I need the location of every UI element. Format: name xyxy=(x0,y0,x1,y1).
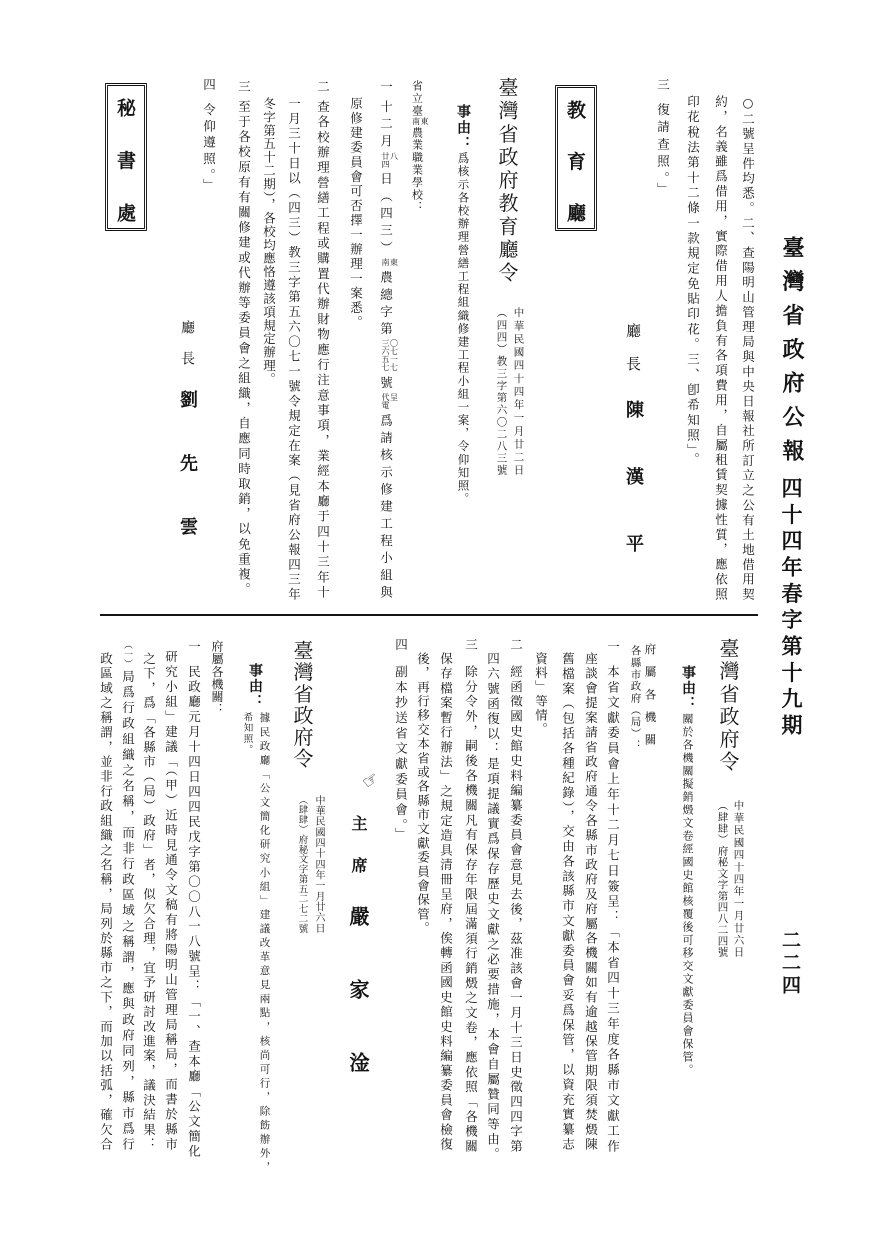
subject-label: 事由： xyxy=(680,665,696,710)
variant-right: 東 xyxy=(420,117,429,126)
order-doc-number: （肆肆）府秘文字第四八二四號 xyxy=(716,800,729,957)
order-title: 臺灣省政府教育廳令 xyxy=(495,77,519,282)
section-label-box-education xyxy=(555,85,597,231)
tier-divider xyxy=(100,614,758,616)
order1-item-2-line-2: 四六號函復以：是項提議實爲保存歷史文獻之必要措施，本會自屬贊同等由。 xyxy=(485,652,501,1160)
item-marker: 一 xyxy=(605,640,621,653)
sub-item-marker: （一） xyxy=(122,640,132,668)
preceding-order-line-3: 印花稅法第十二條一款規定免貼印花。三、卽希知照」。 xyxy=(685,95,701,465)
order1-item-1-line-4: 資料」等情。 xyxy=(533,652,549,735)
order-doc-number: （四四）教三字第六〇二八三號 xyxy=(495,307,508,475)
order1-item-1-line-2: 座談會提案請省政府通令各縣市政府及府屬各機關如有逾越保管期限須焚燬陳 xyxy=(583,652,599,1150)
variant-right: 呈 xyxy=(389,393,399,402)
text-segment: 農總字第 xyxy=(378,266,394,340)
variant-right: 東 xyxy=(389,258,399,266)
item-marker: 一 xyxy=(186,640,202,653)
text-segment: 日（四三） xyxy=(378,167,394,258)
variant-left: 廿四 xyxy=(381,151,390,168)
order-subject: 關於各機關擬銷燬文卷經國史館核覆後可移交文獻委員會保管。 xyxy=(681,713,694,1075)
pointing-hand-icon xyxy=(359,769,383,793)
variant-right: 八 xyxy=(389,151,399,160)
variant-left: 三六五七 xyxy=(381,339,390,372)
signature-name: 陳漢平 xyxy=(623,400,644,552)
item-marker: 三 xyxy=(463,638,479,651)
order2-item-1-line-1: 民政廳元月十四日四四民戊字第〇〇八一八號呈：「一、查本廳「公文簡化 xyxy=(186,665,202,1157)
preceding-order-final-item: 復請查照。」 xyxy=(655,103,671,195)
order2-item-1-line-3: 之下，爲「各縣市（局）政府」者，似欠合理，宜予研討改進案，議決結果： xyxy=(141,652,157,1150)
interlinear-variant xyxy=(381,339,398,371)
section-label-box-secretariat xyxy=(105,83,147,231)
order1-item-3-line-2: 保存檔案暫行辦法」之規定造具清冊呈府，俟轉函國史館史料編纂委員會檢復 xyxy=(438,652,454,1150)
order-addressee xyxy=(411,80,428,212)
order-addressee-1: 府屬各機關 xyxy=(643,643,658,745)
edu-item-1-line-2: 原修建委員會可否擇一辦理一案悉。 xyxy=(348,97,364,328)
text-segment: 號 xyxy=(378,371,394,394)
signature-name: 嚴家淦 xyxy=(346,906,370,1072)
edu-item-3-line-1: 至于各校原有有關修建或代辦等委員會之組織，自應同時取銷，以免重複。 xyxy=(236,100,252,595)
interlinear-variant xyxy=(381,152,398,168)
section-label: 教育廳 xyxy=(564,100,586,222)
order-title: 臺灣省政府令 xyxy=(290,640,314,768)
item-marker: 一 xyxy=(378,80,394,93)
item-marker: 三 xyxy=(655,78,671,91)
variant-left: 代電 xyxy=(381,393,390,410)
order1-item-3-line-3: 後，再行移交本省或各縣市文獻委員會保管。 xyxy=(415,652,431,934)
variant-left: 南 xyxy=(381,258,390,266)
edu-item-2-line-1: 查各校辦理營繕工程或購置代辦財物應行注意事項，業經本廳于四十三年十 xyxy=(315,100,331,598)
edu-item-1-line-1 xyxy=(379,100,398,598)
order-addressee: 府屬各機關： xyxy=(210,640,224,715)
preceding-order-line-2: 約，名義雖爲借用，實際借用人擔負有各項費用，自屬租賃契據性質，應依照 xyxy=(713,95,729,600)
interlinear-variant xyxy=(381,258,398,266)
item-marker: 三 xyxy=(236,80,252,93)
order1-item-3-line-1: 除分令外，嗣後各機關凡有保存年限屆滿須行銷燬之文卷，應依照「各機關 xyxy=(463,665,479,1152)
issue-number: 四十四年春字第十九期 xyxy=(779,477,804,735)
interlinear-variant xyxy=(381,393,398,409)
order1-item-1-line-3: 舊檔案（包括各種紀錄），交由各該縣市文獻委員會妥爲保管，以資充實纂志 xyxy=(560,652,576,1150)
variant-right: 〇七一七 xyxy=(389,339,399,372)
item-marker: 二 xyxy=(315,80,331,93)
publication-title: 臺灣省政府公報 xyxy=(779,236,805,461)
signature-title: 主席 xyxy=(349,815,368,873)
order1-item-2-line-1: 經函徵國史館史料編纂委員會意見去後，茲准該會一月十三日史徵四四字第 xyxy=(508,665,524,1152)
signature-title: 廳長 xyxy=(624,323,642,371)
order-subject: 爲核示各校辦理營繕工程組織修建工程小組一案，令仰知照。 xyxy=(456,152,471,504)
subject-label: 事由： xyxy=(247,663,263,708)
order-date: 中華民國四十四年一月廿六日 xyxy=(313,795,324,933)
order-doc-number: （肆肆）府秘文字第五二七二號 xyxy=(296,795,308,933)
signature-name: 劉先雲 xyxy=(177,390,198,535)
order-date: 中華民國四十四年一月廿六日 xyxy=(732,800,745,957)
section-label: 秘書處 xyxy=(114,98,136,222)
variant-left: 南 xyxy=(411,117,421,126)
edu-item-4-line-1: 令仰遵照。」 xyxy=(201,103,217,191)
preceding-order-line-1: ○二號呈件均悉。二、查陽明山管理局與中央日報社所訂立之公有土地借用契 xyxy=(740,95,756,600)
subject-label: 事由： xyxy=(455,104,471,150)
order2-subitem-1-line-2: 政區域之稱謂，並非行政組織之名稱，局列於縣市之下，而加以括弧，確欠合 xyxy=(98,652,114,1150)
order-addressee-2: 各縣市政府（局）： xyxy=(629,645,642,750)
order2-subitem-1-line-1: 局爲行政組織之名稱，而非行政區域之稱謂，應與政府同列，縣市爲行 xyxy=(120,670,136,1150)
order-subject: 據民政廳「公文簡化研究小組」建議改革意見兩點，核尚可行，除飭辦外， xyxy=(258,712,271,1172)
item-marker: 四 xyxy=(393,638,409,651)
order1-item-4-line-1: 副本抄送省文獻委員會。」 xyxy=(393,665,409,840)
item-marker: 二 xyxy=(508,638,524,651)
item-marker: 四 xyxy=(201,78,217,91)
order1-item-1-line-1: 本省文獻委員會上年十二月七日簽呈：「本省四十三年度各縣市文獻工作 xyxy=(605,665,621,1152)
page-number: 二二四 xyxy=(779,930,801,994)
addressee-suffix: 農業職業學校： xyxy=(410,125,424,213)
order-date: 中華民國四十四年一月廿二日 xyxy=(512,307,525,475)
edu-item-2-line-2: 一月三十日以（四三）教三字第五六〇七一號令規定在案（見省府公報四三年 xyxy=(286,97,302,600)
order-subject-tail: 希知照。 xyxy=(241,712,253,754)
order2-item-1-line-2: 研究小組」建議「（甲）近時見通令文稿有將陽明山管理局稱局，而書於縣市 xyxy=(163,650,179,1150)
signature-title: 廳長 xyxy=(179,320,195,365)
order-title: 臺灣省政府令 xyxy=(716,638,740,771)
text-segment: 爲請核示修建工程小組與 xyxy=(378,409,394,599)
addressee-prefix: 省立臺 xyxy=(410,80,424,118)
text-segment: 十二月 xyxy=(378,100,394,152)
addressee-variants xyxy=(411,117,428,125)
edu-item-2-line-3: 冬字第五十二期），各校均應恪遵該項規定辦理。 xyxy=(261,97,277,385)
